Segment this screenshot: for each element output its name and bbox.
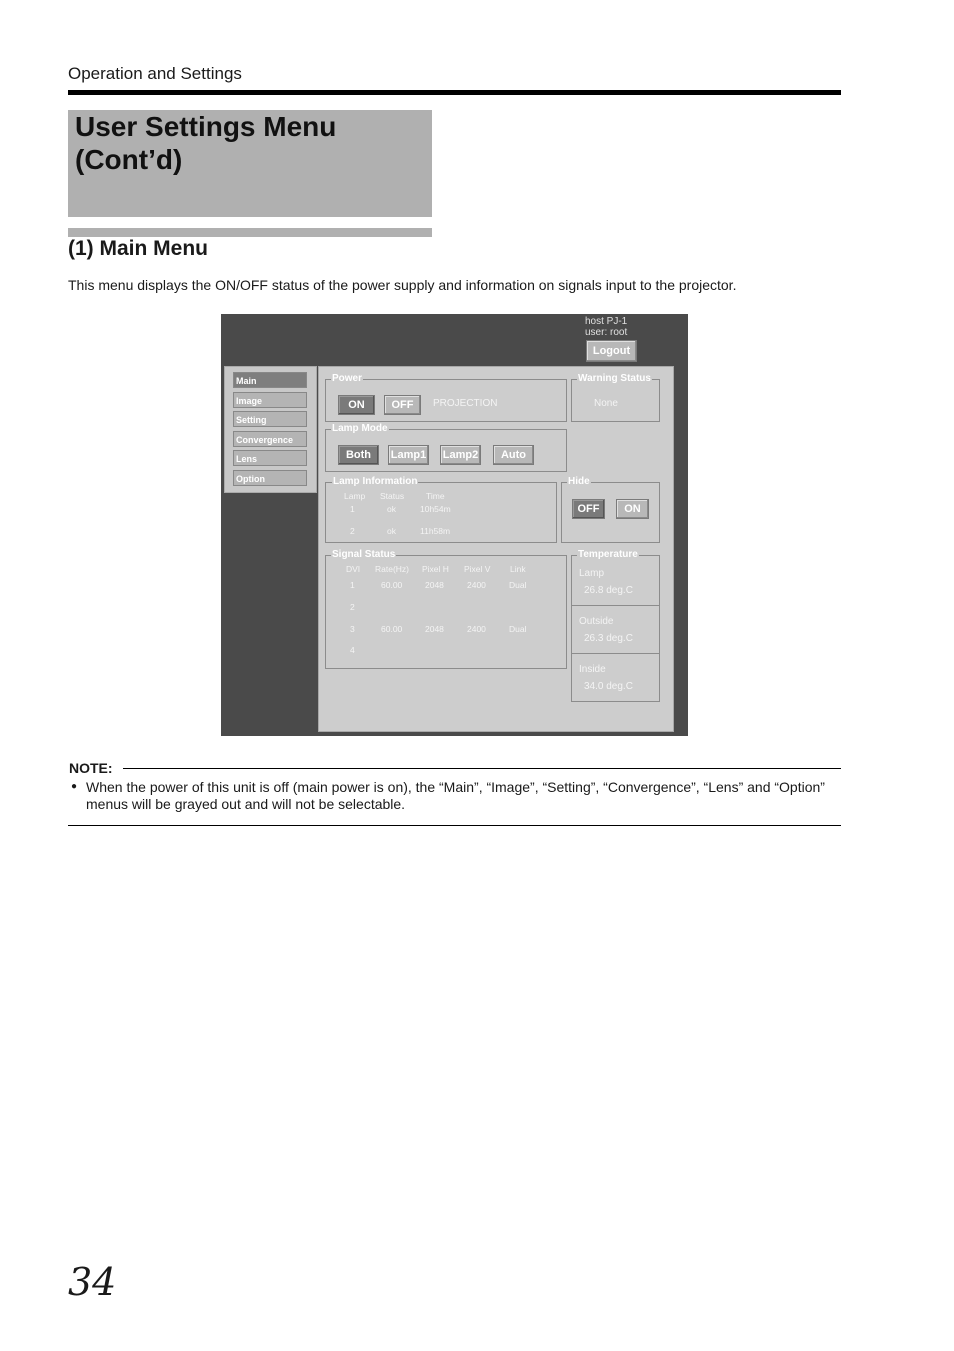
lamp-mode-legend: Lamp Mode: [332, 423, 388, 434]
signal-cell: 60.00: [381, 580, 403, 590]
note-rule: [123, 768, 841, 769]
lamp-info-cell: ok: [387, 526, 396, 536]
lamp-info-legend: Lamp Information: [333, 476, 418, 487]
subsection-title: (1) Main Menu: [68, 237, 208, 260]
nav-item-lens[interactable]: Lens: [233, 450, 307, 466]
note-text: When the power of this unit is off (main power is on), the “Main”, “Image”, “Setting”, “Convergence”, “Lens” and “Option” menus will be grayed out and will not be selectable.: [86, 779, 825, 812]
signal-header-link: Link: [510, 564, 526, 574]
lamp-info-cell: 10h54m: [420, 504, 451, 514]
signal-cell: Dual: [509, 624, 527, 634]
lamp1-button[interactable]: Lamp1: [388, 445, 429, 465]
lamp-info-header-status: Status: [380, 491, 405, 501]
signal-cell: 3: [350, 624, 355, 634]
signal-cell: 2048: [425, 580, 444, 590]
subtitle-bar: [68, 228, 432, 237]
logout-button[interactable]: Logout: [586, 340, 637, 362]
bullet-icon: ●: [71, 781, 78, 792]
signal-cell: 2048: [425, 624, 444, 634]
signal-cell: 2400: [467, 624, 486, 634]
warning-value: None: [594, 398, 618, 409]
hide-legend: Hide: [568, 476, 590, 487]
temp-lamp-value: 26.8 deg.C: [584, 585, 633, 596]
user-label: user: root: [585, 327, 628, 338]
power-status: PROJECTION: [433, 398, 498, 409]
nav-item-convergence[interactable]: Convergence: [233, 431, 307, 447]
signal-header-pixel-v: Pixel V: [464, 564, 491, 574]
hide-on-button[interactable]: ON: [616, 499, 649, 519]
header-rule: [68, 90, 841, 95]
power-off-button[interactable]: OFF: [384, 395, 421, 415]
page-title: [75, 110, 336, 176]
host-label: host PJ-1: [585, 316, 628, 327]
section-header: Operation and Settings: [68, 64, 242, 83]
host-info: [585, 316, 627, 338]
lamp-info-header-time: Time: [426, 491, 445, 501]
signal-cell: 4: [350, 645, 355, 655]
lamp2-button[interactable]: Lamp2: [440, 445, 481, 465]
temperature-legend: Temperature: [578, 549, 638, 560]
lamp-info-cell: 1: [350, 504, 355, 514]
warning-legend: Warning Status: [578, 373, 651, 384]
lamp-info-cell: ok: [387, 504, 396, 514]
temp-outside-value: 26.3 deg.C: [584, 633, 633, 644]
signal-header-rate: Rate(Hz): [375, 564, 410, 574]
lamp-both-button[interactable]: Both: [338, 445, 379, 465]
title-line-2: (Cont’d): [75, 144, 183, 175]
signal-cell: 60.00: [381, 624, 403, 634]
lamp-info-header-lamp: Lamp: [344, 491, 366, 501]
signal-cell: 2400: [467, 580, 486, 590]
power-on-button[interactable]: ON: [338, 395, 375, 415]
temp-divider: [572, 605, 659, 606]
nav-item-main[interactable]: Main: [233, 372, 307, 388]
power-legend: Power: [332, 373, 363, 384]
temp-lamp-label: Lamp: [579, 568, 605, 579]
signal-header-dvi: DVI: [346, 564, 361, 574]
temp-divider: [572, 653, 659, 654]
title-line-1: User Settings Menu: [75, 111, 337, 142]
intro-text: This menu displays the ON/OFF status of the power supply and information on signals input to the projector.: [68, 277, 737, 293]
note-label: NOTE:: [69, 760, 113, 776]
signal-legend: Signal Status: [332, 549, 396, 560]
signal-cell: 2: [350, 602, 355, 612]
nav-item-image[interactable]: Image: [233, 392, 307, 408]
nav-item-option[interactable]: Option: [233, 470, 307, 486]
lamp-info-cell: 11h58m: [420, 526, 451, 536]
note-bottom-rule: [68, 825, 841, 826]
nav-item-setting[interactable]: Setting: [233, 411, 307, 427]
signal-header-pixel-h: Pixel H: [422, 564, 449, 574]
lamp-auto-button[interactable]: Auto: [493, 445, 534, 465]
lamp-info-cell: 2: [350, 526, 355, 536]
signal-cell: Dual: [509, 580, 527, 590]
hide-off-button[interactable]: OFF: [572, 499, 605, 519]
temp-inside-value: 34.0 deg.C: [584, 681, 633, 692]
page-number: 34: [68, 1260, 117, 1304]
temp-outside-label: Outside: [579, 616, 614, 627]
signal-cell: 1: [350, 580, 355, 590]
temp-inside-label: Inside: [579, 664, 606, 675]
